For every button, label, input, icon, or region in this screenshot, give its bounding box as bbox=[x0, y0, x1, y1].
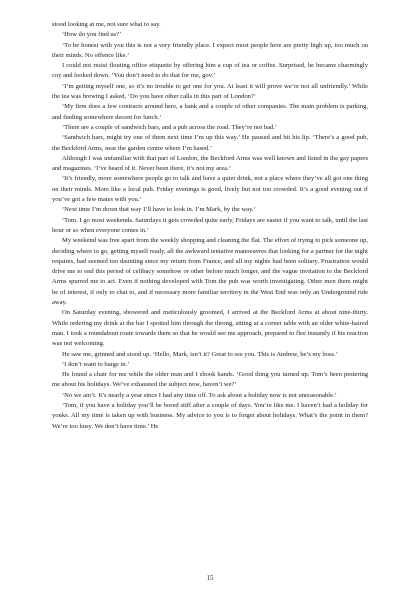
paragraph: Although I was unfamiliar with that part of London, the Beckford Arms was well known and listed in the gay papers and magazines. ‘I’ve heard of it. Never been there, it’s not my area.’ bbox=[52, 154, 368, 173]
paragraph: On Saturday evening, showered and meticulously groomed, I arrived at the Beckford Arms at about nine-thirty. While ordering my drink at the bar I spotted him through the throng, sitting at a corner table with an older white-haired man. I took a roundabout route towards them so that he would see me approach, prepared to flee instantly if his reaction was not welcoming. bbox=[52, 309, 368, 348]
paragraph: ‘I’m getting myself one, so it’s no trouble to get one for you. At least it will prove we’re not all unfriendly.’ While the tea was brewing I asked, ‘Do you have other calls in this part of London?’ bbox=[52, 82, 368, 101]
page-number: 15 bbox=[206, 575, 214, 582]
paragraph: ‘To be honest with you this is not a very friendly place. I expect most people here are pretty high up, too much on their minds. No offence like.’ bbox=[52, 41, 368, 59]
paragraph: ‘Sandwich bars, might try one of them next time I’m up this way.’ He paused and bit his lip. ‘There’s a good pub, the Beckford Arms, near the garden centre where I’m based.’ bbox=[52, 134, 368, 152]
paragraph: ‘It’s friendly, more somewhere people go to talk and have a quiet drink, not a place where they’ve all got one thing on their minds. More like a local pub. Friday evenings is good, lively but not too crowded. It’s a good evening out if you’ve got a few mates with you.’ bbox=[52, 175, 368, 204]
paragraph: ‘I don’t want to barge in.’ bbox=[62, 360, 130, 368]
paragraph: He saw me, grinned and stood up. ‘Hello, Mark, isn’t it? Great to see you. This is Andrew, he’s my boss.’ bbox=[62, 350, 338, 358]
paragraph: ‘Next time I’m down that way I’ll have to look in. I’m Mark, by the way.’ bbox=[62, 206, 256, 214]
paragraph: ‘My firm does a few contracts around here, a bank and a couple of other companies. The main problem is parking, and finding somewhere decent for lunch.’ bbox=[52, 103, 368, 121]
paragraph: ‘Tom, if you have a holiday you’ll be bored stiff after a couple of days. You’re like me. I haven’t had a holiday for yonks. All my time is taken up with business. My advice to you is to forget about holidays. What’s the point in them? We’re too busy. We don’t have time.’ He bbox=[52, 401, 368, 430]
paragraph: I could not resist flouting office etiquette by offering him a cup of tea or coffee. Surprised, he became charmingly coy and looked down. ‘You don’t need to do that for me, gov.’ bbox=[52, 62, 368, 80]
paragraph: ‘How do you find us?’ bbox=[62, 31, 122, 39]
paragraph: My weekend was free apart from the weekly shopping and cleaning the flat. The effort of trying to pick someone up, deciding where to go, getting myself ready, all the awkward tentative manoeuvres that looking for a partner for the night requires, had seemed too daunting since my return from France, and all my nights had been solitary. Frustration would drive me to end this period of celibacy somehow or other before much longer, and the vague invitation to the Beckford Arms spurred me to act. Even if nothing developed with Tom the pub was worth investigating. Other men there might be of interest, if only to chat to, and if necessary more familiar territory in the West End was only an Underground ride away. bbox=[52, 237, 368, 307]
paragraph: ‘There are a couple of sandwich bars, and a pub across the road. They’re not bad.’ bbox=[62, 123, 278, 131]
paragraph: stood looking at me, not sure what to say. bbox=[52, 21, 161, 28]
paragraph: He found a chair for me while the older man and I shook hands. ‘Good thing you turned up. Tom’s been pestering me about his holidays. We’ve exhausted the subject now, haven’t we?’ bbox=[52, 371, 368, 389]
paragraph: ‘Tom. I go most weekends. Saturdays it gets crowded quite early, Fridays are easier if you want to talk, until the last hour or so when everyone comes in.’ bbox=[52, 216, 368, 234]
paragraph: ‘No we ain’t. It’s nearly a year since I had any time off. To ask about a holiday now is not unreasonable.’ bbox=[62, 391, 337, 399]
page-body bbox=[52, 20, 368, 432]
